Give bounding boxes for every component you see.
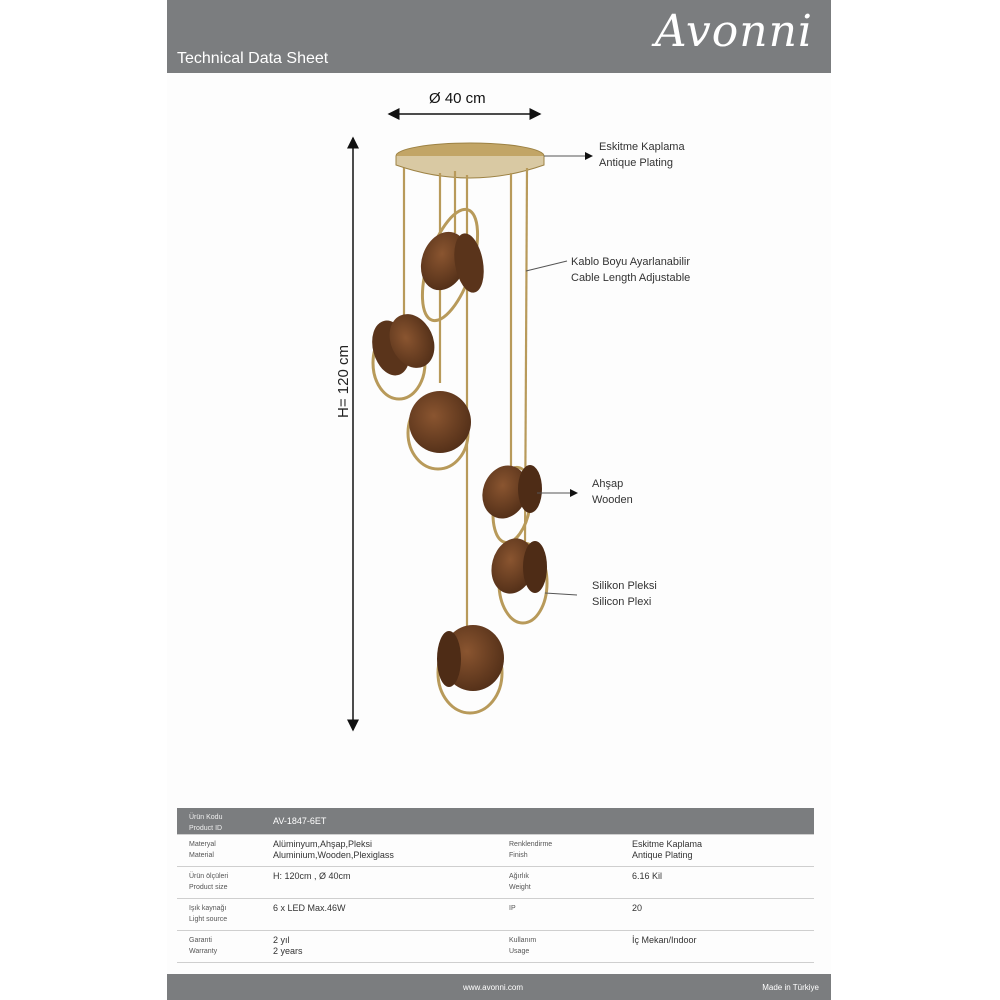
callout-wooden [592,476,633,508]
callout-cable [571,254,690,286]
pendant-lamp-illustration [167,73,831,808]
spec-row: Materyal Material Alüminyum,Ahşap,Pleksi Aluminium,Wooden,Plexiglass Renklendirme Finish Eskitme Kaplama Antique Plating [177,835,814,867]
callout-plating-tr: Eskitme Kaplama [599,141,685,153]
height-label: H= 120 cm [334,345,352,418]
website-link[interactable]: www.avonni.com [463,983,524,992]
sheet-title: Technical Data Sheet [177,50,329,67]
brand-logo: Avonni [654,6,813,57]
made-in-label: Made in Türkiye [762,983,819,992]
data-sheet [167,0,831,1000]
product-code-value: AV-1847-6ET [273,816,327,826]
callout-plating [599,139,685,171]
product-drawing [167,73,831,808]
callout-wooden-tr: Ahşap [592,478,624,490]
spec-row: Işık kaynağı Light source 6 x LED Max.46W IP 20 [177,899,814,931]
callout-cable-en: Cable Length Adjustable [571,272,691,284]
callout-plexi-en: Silicon Plexi [592,596,652,608]
spec-table [177,808,814,963]
pendant-3 [408,391,471,469]
spec-row: Garanti Warranty 2 yıl 2 years Kullanım Usage İç Mekan/Indoor [177,931,814,963]
callout-plexi-tr: Silikon Pleksi [592,580,657,592]
footer-bar [167,974,831,1000]
callout-cable-tr: Kablo Boyu Ayarlanabilir [571,256,691,268]
pendant-1 [411,203,489,327]
product-code-label: Ürün Kodu Product ID [189,814,223,832]
spec-header-row [177,808,814,835]
canopy-body [396,156,544,178]
width-label: Ø 40 cm [429,90,486,107]
pendant-5 [485,534,547,623]
callout-wooden-en: Wooden [592,494,633,506]
header-bar [167,0,831,73]
callout-plexi [592,578,657,610]
callout-plating-en: Antique Plating [599,157,673,169]
pendant-6 [437,625,504,713]
leader-line-plexi [545,593,577,595]
leader-line-cable [526,261,567,271]
spec-row: Ürün ölçüleri Product size H: 120cm , Ø 40cm Ağırlık Weight 6.16 Kil [177,867,814,899]
pendant-4 [475,459,542,545]
